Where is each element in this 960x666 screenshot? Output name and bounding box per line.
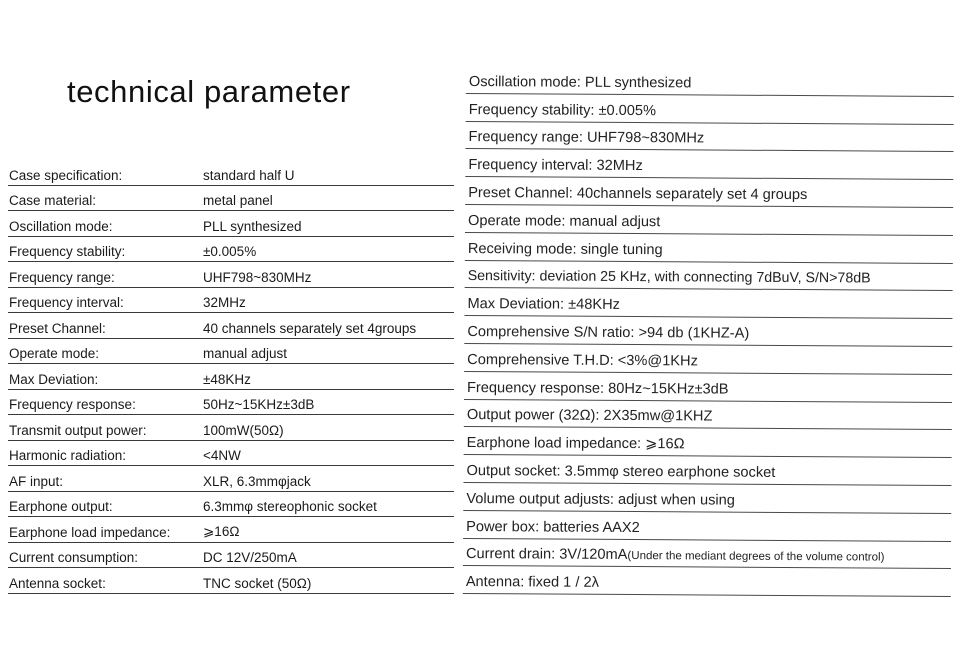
spec-label: Preset Channel: (9, 320, 106, 336)
spec-value: manual adjust (203, 346, 288, 361)
spec-row (8, 288, 454, 314)
spec-value: 32MHz (203, 295, 246, 310)
spec-row (8, 568, 454, 594)
spec-text: Preset Channel: 40channels separately set 4 groups (468, 185, 808, 204)
spec-text: Frequency range: UHF798~830MHz (468, 129, 705, 147)
spec-label: Max Deviation: (9, 371, 99, 387)
spec-row (8, 492, 454, 518)
spec-value: metal panel (203, 193, 273, 208)
spec-row (8, 237, 454, 263)
spec-row (463, 455, 951, 486)
spec-text: Comprehensive T.H.D: <3%@1KHz (467, 351, 698, 370)
spec-text: Oscillation mode: PLL synthesized (468, 73, 692, 92)
spec-row (465, 205, 953, 236)
spec-row (465, 149, 953, 180)
spec-text: Sensitivity: deviation 25 KHz, with connecting 7dBuV, S/N>78dB (467, 268, 871, 287)
spec-row (463, 483, 951, 514)
spec-label: Case specification: (9, 167, 123, 183)
spec-row (8, 262, 454, 288)
spec-row (465, 177, 953, 208)
spec-row (464, 316, 952, 347)
spec-row (466, 66, 954, 97)
spec-value: 6.3mmφ stereophonic socket (203, 499, 377, 514)
spec-row (8, 186, 454, 212)
spec-row (8, 313, 454, 339)
spec-row (8, 415, 454, 441)
spec-value: PLL synthesized (203, 218, 302, 234)
spec-row (464, 372, 952, 403)
spec-row (464, 344, 952, 375)
spec-value: standard half U (203, 167, 295, 183)
transmitter-spec-table (8, 160, 454, 594)
spec-text: Antenna: fixed 1 / 2λ (465, 574, 599, 591)
spec-text: Power box: batteries AAX2 (466, 518, 640, 536)
spec-row (464, 400, 952, 431)
spec-text: Frequency stability: ±0.005% (468, 101, 657, 119)
spec-value: DC 12V/250mA (203, 550, 297, 565)
spec-value: 40 channels separately set 4groups (203, 320, 417, 336)
spec-row (8, 390, 454, 416)
spec-text: Output power (32Ω): 2X35mw@1KHZ (466, 407, 713, 425)
spec-value: ±0.005% (203, 244, 257, 259)
spec-text: Earphone load impedance: ⩾16Ω (466, 435, 685, 453)
spec-label: Harmonic radiation: (9, 448, 127, 463)
spec-value: XLR, 6.3mmφjack (203, 473, 311, 489)
spec-label: Case material: (9, 193, 97, 208)
page-title: technical parameter (67, 74, 351, 109)
spec-row (465, 122, 953, 153)
spec-row (8, 211, 454, 237)
spec-row (8, 160, 454, 186)
spec-label: AF input: (9, 473, 64, 489)
spec-main-text: Current drain: 3V/120mA (465, 546, 628, 564)
spec-text: Volume output adjusts: adjust when using (466, 490, 735, 509)
spec-text: Operate mode: manual adjust (468, 212, 661, 230)
spec-row (466, 94, 954, 125)
spec-row (8, 466, 454, 492)
spec-row (8, 441, 454, 467)
spec-text: Max Deviation: ±48KHz (467, 296, 620, 314)
spec-row (463, 539, 951, 570)
spec-row (464, 427, 952, 458)
spec-row (465, 233, 953, 264)
spec-row (465, 261, 953, 292)
spec-label: Frequency stability: (9, 244, 126, 259)
spec-label: Oscillation mode: (9, 218, 113, 234)
spec-label: Frequency range: (9, 269, 115, 285)
spec-label: Frequency interval: (9, 295, 124, 310)
spec-text: Frequency interval: 32MHz (468, 157, 643, 175)
spec-text: Frequency response: 80Hz~15KHz±3dB (466, 379, 729, 398)
spec-label: Antenna socket: (9, 575, 106, 591)
spec-text: Receiving mode: single tuning (467, 240, 663, 258)
spec-text: Comprehensive S/N ratio: >94 db (1KHZ-A) (467, 323, 750, 342)
spec-row (8, 543, 454, 569)
spec-text (466, 546, 885, 565)
spec-row (463, 511, 951, 542)
spec-value: UHF798~830MHz (203, 269, 312, 285)
spec-row (8, 364, 454, 390)
receiver-spec-table (463, 66, 954, 597)
spec-row (8, 339, 454, 365)
spec-note: (Under the mediant degrees of the volume control) (627, 550, 885, 564)
spec-label: Frequency response: (9, 397, 136, 412)
spec-value: 50Hz~15KHz±3dB (203, 397, 315, 412)
spec-value: ±48KHz (203, 371, 251, 387)
spec-value: ⩾16Ω (203, 523, 240, 539)
spec-row (464, 288, 952, 319)
spec-label: Earphone load impedance: (9, 524, 171, 540)
spec-value: TNC socket (50Ω) (203, 575, 312, 591)
spec-label: Operate mode: (9, 346, 100, 361)
spec-row (8, 517, 454, 543)
spec-row (463, 566, 951, 597)
spec-text: Output socket: 3.5mmφ stereo earphone socket (466, 462, 776, 481)
spec-value: 100mW(50Ω) (203, 422, 284, 438)
spec-label: Earphone output: (9, 499, 113, 514)
spec-label: Current consumption: (9, 550, 139, 565)
spec-value: <4NW (203, 448, 241, 463)
spec-label: Transmit output power: (9, 422, 147, 438)
